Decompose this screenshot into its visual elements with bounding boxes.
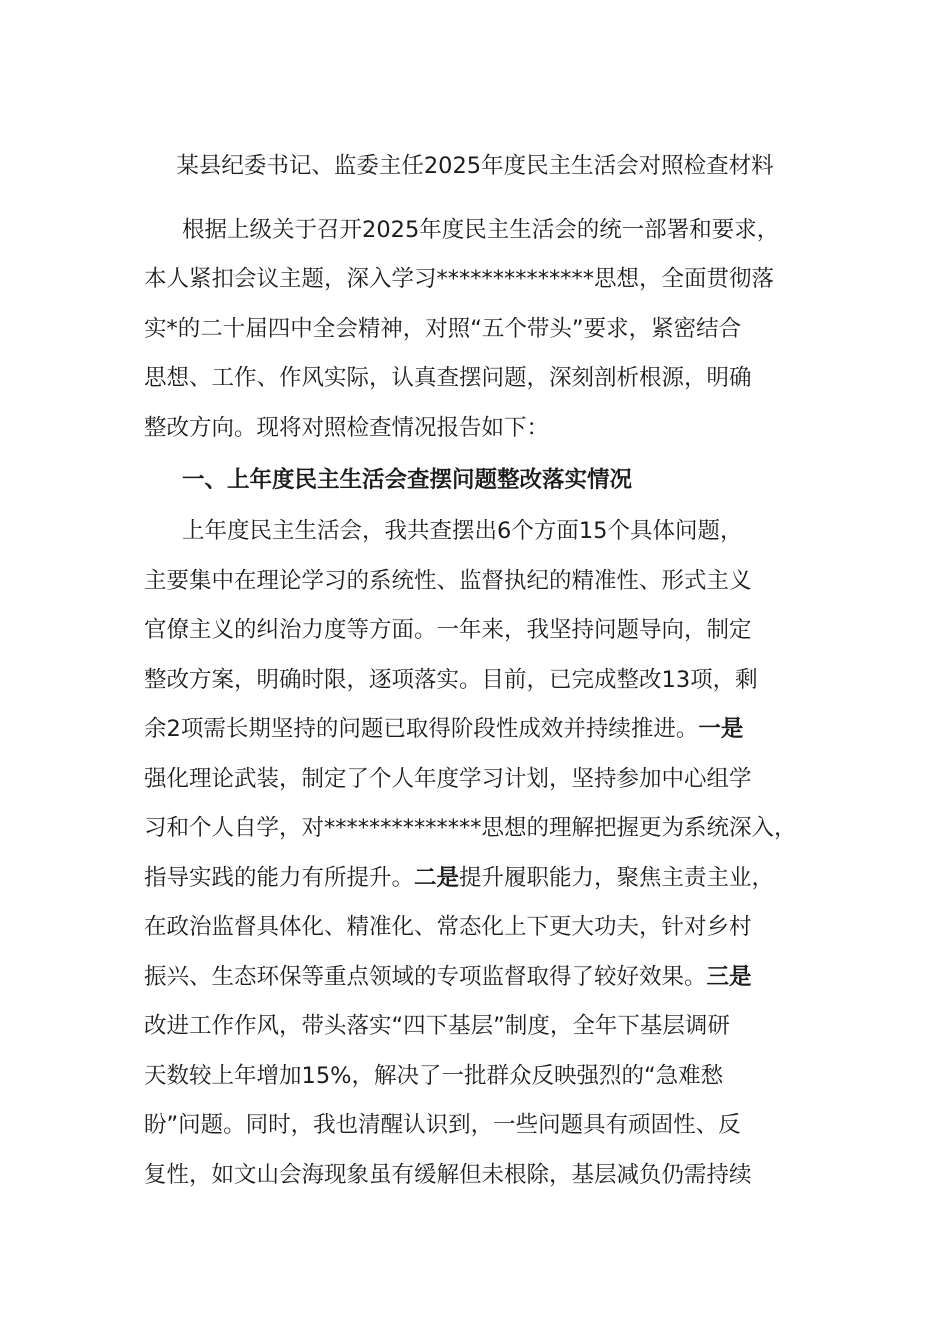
paragraph-line: 上年度民主生活会，我共查摆出6个方面15个具体问题，: [182, 518, 743, 544]
line-text: 指导实践的能力有所提升。: [144, 865, 415, 891]
bold-marker: 三是: [706, 964, 752, 990]
paragraph-line: [144, 959, 752, 995]
paragraph-line: 整改方案，明确时限，逐项落实。目前，已完成整改13项，剩: [144, 667, 758, 693]
line-text: 振兴、生态环保等重点领域的专项监督取得了较好效果。: [144, 964, 707, 990]
line-text: 余2项需长期坚持的问题已取得阶段性成效并持续推进。: [144, 716, 699, 742]
paragraph-line: 实*的二十届四中全会精神，对照“五个带头”要求，紧密结合: [144, 316, 742, 342]
paragraph-line: 根据上级关于召开2025年度民主生活会的统一部署和要求，: [182, 217, 780, 243]
paragraph-line: [144, 711, 743, 747]
paragraph-line: 在政治监督具体化、精准化、常态化上下更大功夫，针对乡村: [144, 914, 752, 940]
bold-marker: 二是: [414, 865, 460, 891]
document-title: 某县纪委书记、监委主任2025年度民主生活会对照检查材料: [176, 153, 774, 179]
paragraph-line: 思想、工作、作风实际，认真查摆问题，深刻剖析根源，明确: [144, 365, 752, 391]
bold-marker: 一是: [698, 716, 744, 742]
paragraph-line: 改进工作作风，带头落实“四下基层”制度，全年下基层调研: [144, 1013, 730, 1039]
paragraph-line: [144, 860, 774, 896]
section-heading: 一、上年度民主生活会查摆问题整改落实情况: [182, 467, 633, 493]
paragraph-line: 官僚主义的纠治力度等方面。一年来，我坚持问题导向，制定: [144, 617, 752, 643]
paragraph-line: 主要集中在理论学习的系统性、监督执纪的精准性、形式主义: [144, 568, 752, 594]
paragraph-line: 盼”问题。同时，我也清醒认识到，一些问题具有顽固性、反: [144, 1112, 741, 1138]
paragraph-line: 复性，如文山会海现象虽有缓解但未根除，基层减负仍需持续: [144, 1162, 752, 1188]
paragraph-line: 强化理论武装，制定了个人年度学习计划，坚持参加中心组学: [144, 766, 752, 792]
paragraph-line: 本人紧扣会议主题，深入学习**************思想，全面贯彻落: [144, 266, 775, 292]
paragraph-line: 整改方向。现将对照检查情况报告如下：: [144, 415, 550, 441]
paragraph-line: 天数较上年增加15%，解决了一批群众反映强烈的“急难愁: [144, 1063, 724, 1089]
paragraph-line: 习和个人自学，对**************思想的理解把握更为系统深入，: [144, 815, 797, 841]
line-text: 提升履职能力，聚焦主责主业，: [459, 865, 775, 891]
